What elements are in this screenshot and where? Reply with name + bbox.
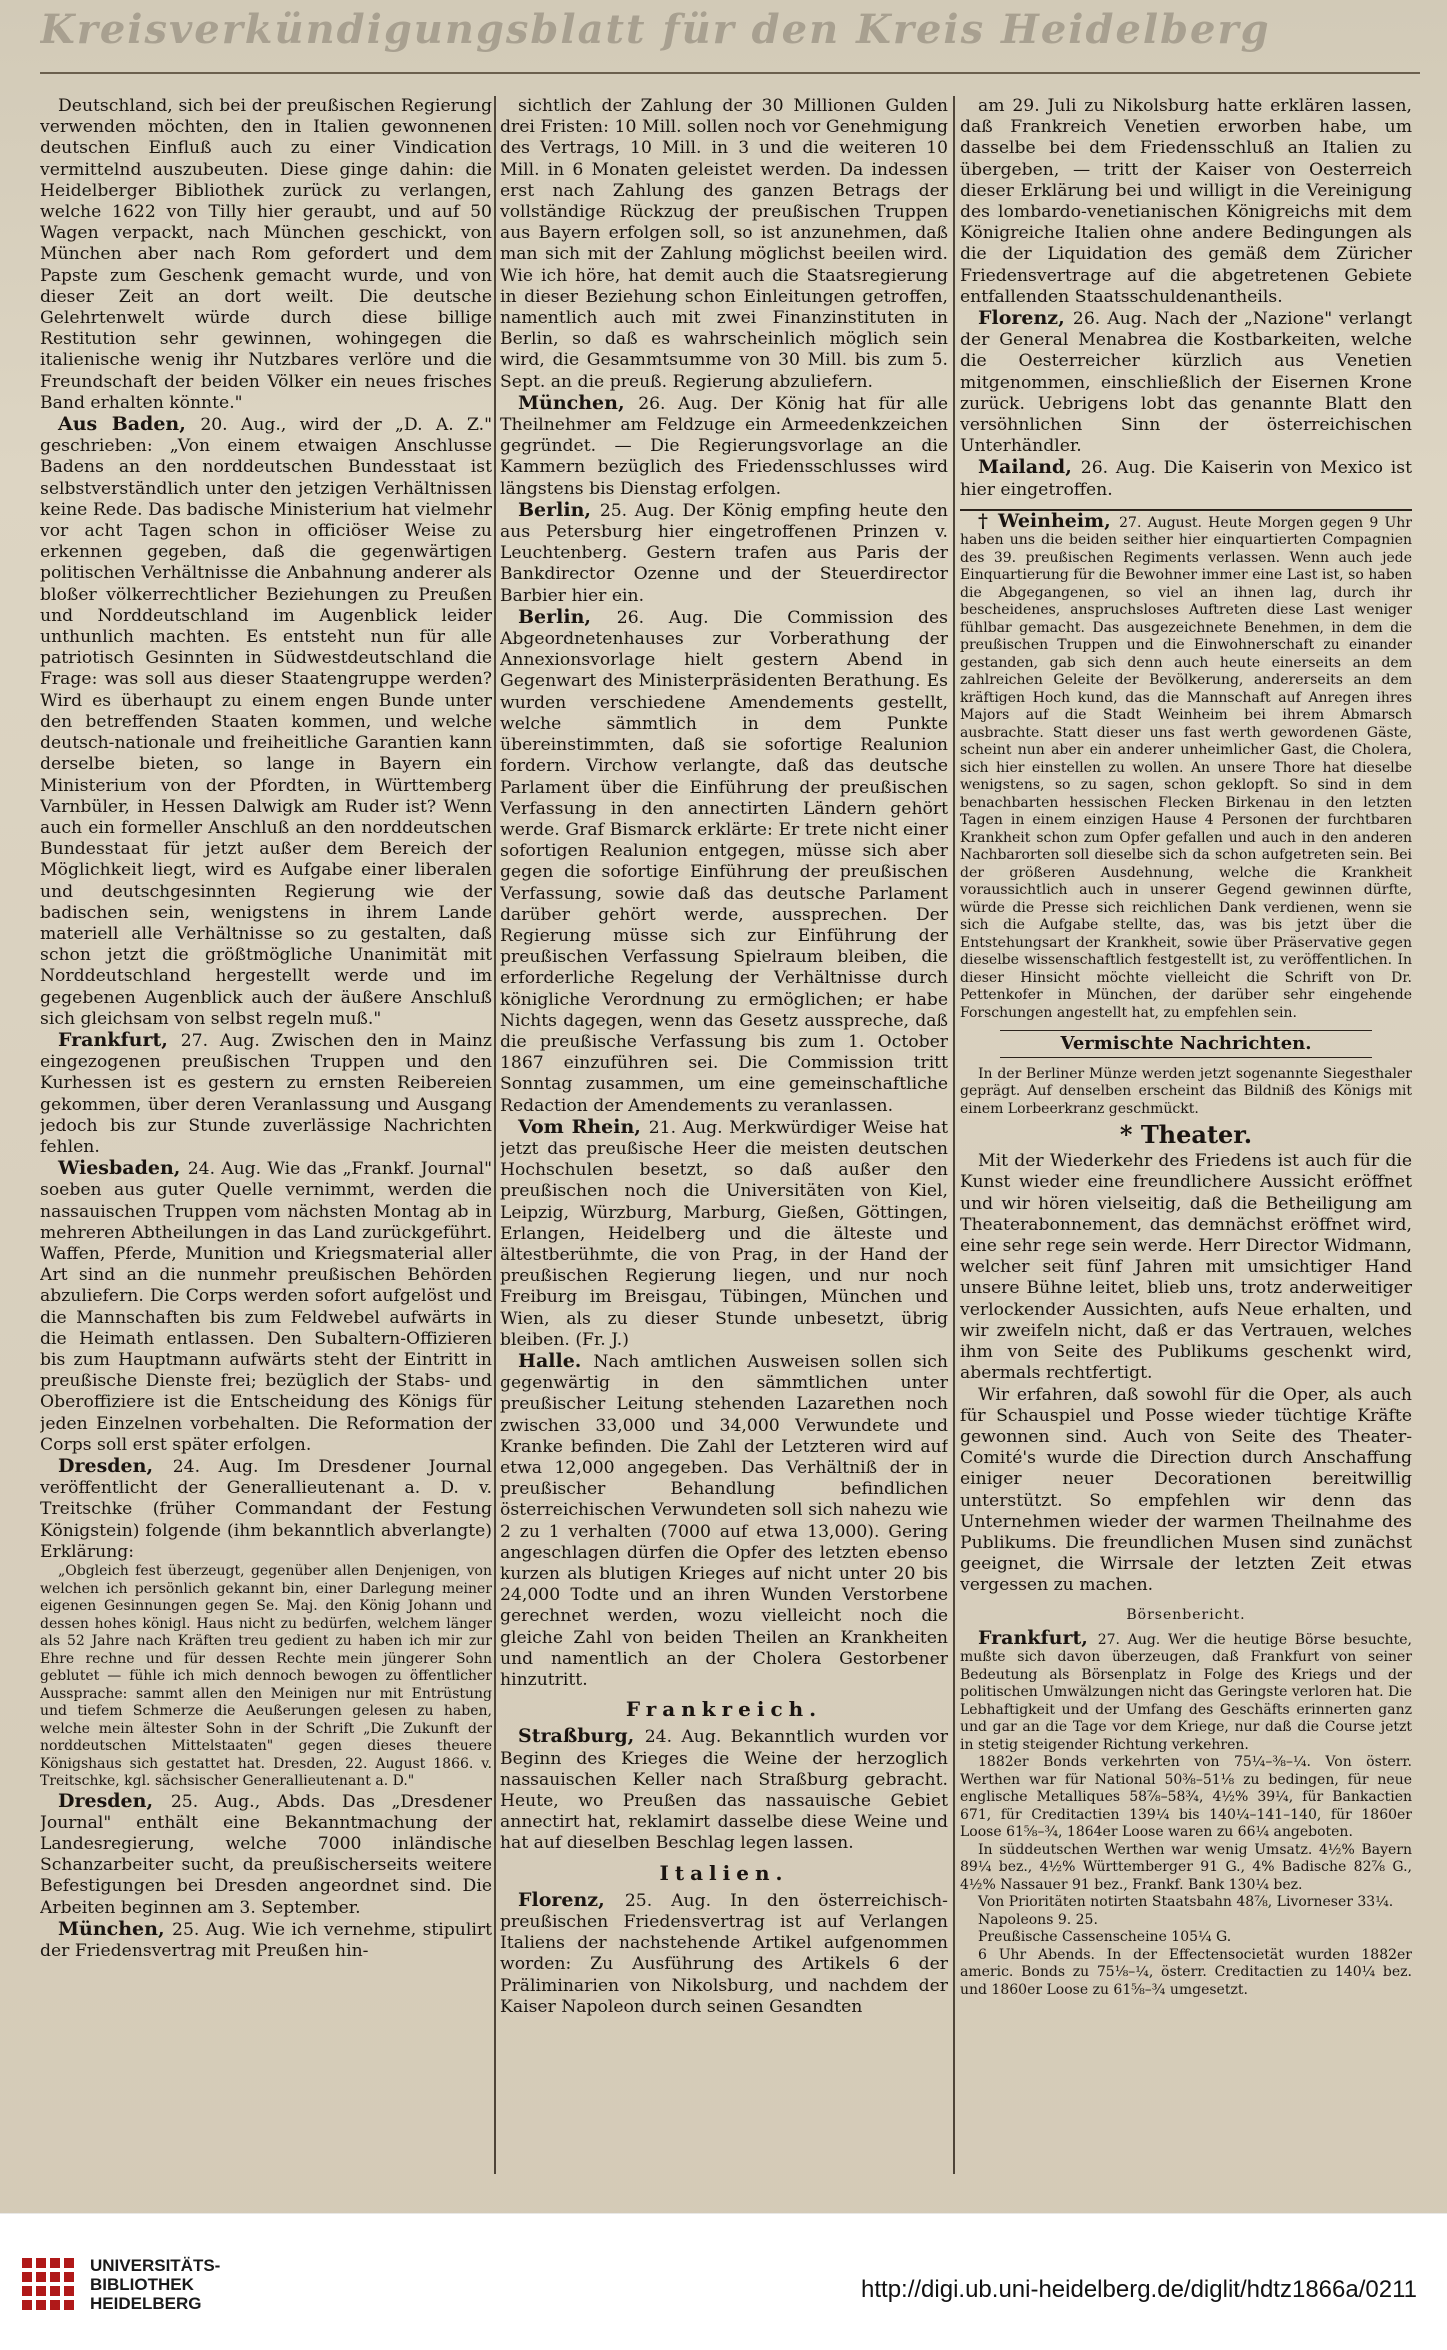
section-heading: Vermischte Nachrichten. <box>1000 1030 1372 1057</box>
source-url-link[interactable]: http://digi.ub.uni-heidelberg.de/diglit/hdtz1866a/0211 <box>861 2276 1417 2303</box>
article-paragraph <box>960 1066 1412 1119</box>
article-text: In süddeutschen Werthen war wenig Umsatz. 4½% Bayern 89¼ bez., 4½% Württemberger 91 G., 4% Badische 82⅞ G., 4½% Nassauer 91 bez., Frankf. Bank 130¼ bez. <box>960 1841 1412 1893</box>
article-dateline: Berlin, <box>518 498 600 521</box>
article-dateline: Florenz, <box>978 307 1073 330</box>
article-text: Deutschland, sich bei der preußischen Regierung verwenden möchten, den in Italien gewonnenen deutschen Einfluß auch zu einer Vindication vermittelnd auszubeuten. Diese ginge dahin: die Heidelberger Bibliothek zurück zu verlangen, welche 1622 von Tilly hier geraubt, und auf 50 Wagen verpackt, nach München geschickt, von München aber nach Rom gefordert und dem Papste zum Geschenk gemacht wurde, und von dieser Zeit an dort weilt. Die deutsche Gelehrtenwelt würde durch diese billige Restitution sehr gewinnen, wohingegen die italienische wenig ihr Nutzbares verlöre und die Freundschaft der beiden Völker ein neues frisches Band erhalten könnte." <box>40 96 492 413</box>
column-rule <box>494 96 496 2174</box>
article-dateline: Mailand, <box>978 456 1081 479</box>
column-2 <box>500 96 948 2174</box>
section-heading: Italien. <box>659 1860 789 1885</box>
column-1 <box>40 96 492 2174</box>
section-heading: Frankreich. <box>625 1697 823 1722</box>
article-text: 20. Aug., wird der „D. A. Z." geschrieben: „Von einem etwaigen Anschlusse Badens an den norddeutschen Bundesstaat ist selbstverständlich unter den jetzigen Verhältnissen keine Rede. Das badische Ministerium hat vielmehr vor acht Tagen schon in officiöser Weise zu erkennen gegeben, daß die gegenwärtigen politischen Verhältnisse die Anbahnung anderer als bloßer völkerrechtlicher Beziehungen zu Preußen und Norddeutschland im Augenblick leider unthunlich machten. Es entsteht nun für alle patriotisch Gesinnten in Südwestdeutschland die Frage: was soll aus dieser Staatengruppe werden? Wird es überhaupt zu einem engen Bunde unter den betreffenden Staaten kommen, und welche deutsch-nationale und freiheitliche Garantien kann derselbe bieten, so lange in Bayern ein Ministerium von der Pfordten, in Württemberg Varnbüler, in Hessen Dalwigk am Ruder ist? Wenn auch ein formeller Anschluß an den norddeutschen Bundesstaat für jetzt außer dem Bereich der Möglichkeit liegt, wird es Aufgabe einer liberalen und deutschgesinnten Regierung wie der badischen sein, wenigstens in ihrem Lande materiell alle Verhältnisse so zu gestalten, daß schon jetzt die größtmögliche Unanimität mit Norddeutschland hergestellt werde und im gegebenen Augenblick auch der äußere Anschluß sich gleichsam von selbst regeln muß." <box>40 415 492 1029</box>
article-paragraph <box>500 1117 948 1351</box>
article-text: In der Berliner Münze werden jetzt sogenannte Siegesthaler geprägt. Auf denselben erscheint das Bildniß des Königs mit einem Lorbeerkranz geschmückt. <box>960 1065 1412 1117</box>
article-text: 27. Aug. Wer die heutige Börse besuchte, mußte sich davon überzeugen, daß Frankfurt von seiner Bedeutung als Börsenplatz in Folge des Kriegs und der politischen Umwälzungen nicht das Geringste verloren hat. Die Lebhaftigkeit und der Umfang des Geschäfts erinnerten ganz und gar an die Tage vor dem Kriege, nur daß die Course jetzt in stetig steigender Richtung verkehren. <box>960 1631 1412 1753</box>
article-paragraph <box>40 1791 492 1919</box>
library-logo-icon <box>18 2254 78 2314</box>
footer-bar <box>0 2213 1447 2350</box>
article-text: Preußische Cassenscheine 105¼ G. <box>978 1929 1232 1946</box>
article-paragraph <box>40 414 492 1030</box>
article-dateline: Florenz, <box>518 1888 625 1911</box>
article-text: 24. Aug. Im Dresdener Journal veröffentlicht der Generallieutenant a. D. v. Treitschke (früher Commandant der Festung Königstein) folgende (ihm bekanntlich abverlangte) Erklärung: <box>40 1457 492 1562</box>
article-dateline: Halle. <box>518 1349 594 1372</box>
article-text: 26. Aug. Der König hat für alle Theilnehmer am Feldzuge ein Armeedenkzeichen gegründet. — Die Regierungsvorlage an die Kammern bezüglich des Friedensschlusses wird längstens bis Dienstag erfolgen. <box>500 393 948 499</box>
article-paragraph <box>500 500 948 607</box>
library-name-line: BIBLIOTHEK <box>90 2275 194 2294</box>
article-paragraph <box>960 96 1412 308</box>
article-paragraph <box>40 1456 492 1563</box>
library-name <box>90 2256 270 2313</box>
article-text: 25. Aug. Der König empfing heute den aus Petersburg hier eingetroffenen Prinzen v. Leuchtenberg. Gestern trafen aus Paris der Bankdirector Ozenne und der Steuerdirector Barbier hier ein. <box>500 500 948 606</box>
article-paragraph <box>500 1890 948 2018</box>
article-paragraph <box>500 1726 948 1854</box>
article-text: „Obgleich fest überzeugt, gegenüber allen Denjenigen, von welchen ich persönlich gekannt bin, einer Darlegung meiner eigenen Gesinnungen gegen Se. Maj. den König Johann und dessen hohes königl. Haus nicht zu bedürfen, welchem länger als 52 Jahre nach Kräften treu gedient zu haben ich mir zur Ehre rechne und für dessen Rechte mein jüngerer Sohn geblutet — fühle ich mich dennoch bewogen zu öffentlicher Aussprache: sammt allen den Meinigen nur mit Entrüstung und tiefem Schmerze die Aeußerungen gelesen zu haben, welche mein ältester Sohn in der Schrift „Die Zukunft der norddeutschen Mittelstaaten" gegen dieses theuere Königshaus sich gestattet hat. Dresden, 22. August 1866. v. Treitschke, kgl. sächsischer Generallieutenant a. D." <box>40 1563 492 1790</box>
article-paragraph <box>500 1351 948 1691</box>
article-text: am 29. Juli zu Nikolsburg hatte erklären lassen, daß Frankreich Venetien erworben habe, um dasselbe bei dem Friedensschluß an Italien zu übergeben, — tritt der Kaiser von Oesterreich dieser Erklärung bei und willigt in die Vereinigung des lombardo-venetianischen Königreichs mit dem Königreiche Italien ohne andere Bedingungen als die der Liquidation des gemäß dem Züricher Friedensvertrage auf die abgetretenen Gebiete entfallenden Staatsschuldenantheils. <box>960 96 1412 307</box>
article-dateline: Vom Rhein, <box>518 1115 649 1138</box>
article-text: 25. Aug., Abds. Das „Dresdener Journal" enthält eine Bekanntmachung der Landesregierung, welche 7000 inländische Schanzarbeiter sucht, da preußischerseits weitere Befestigungen bei Dresden angeordnet sind. Die Arbeiten beginnen am 3. September. <box>40 1791 492 1918</box>
article-dateline: Wiesbaden, <box>58 1157 188 1180</box>
article-text: 26. Aug. Die Kaiserin von Mexico ist hier eingetroffen. <box>960 458 1412 500</box>
library-name-line: UNIVERSITÄTS- <box>90 2256 221 2275</box>
article-dateline: Dresden, <box>58 1455 173 1477</box>
section-heading: Börsenbericht. <box>1126 1606 1246 1623</box>
article-paragraph <box>960 1912 1412 1930</box>
article-text: Napoleons 9. 25. <box>978 1911 1098 1928</box>
article-text: 21. Aug. Merkwürdiger Weise hat jetzt das preußische Heer die meisten deutschen Hochschulen besetzt, so daß außer den preußischen noch die Universitäten von Kiel, Leipzig, Würzburg, Marburg, Gießen, Göttingen, Erlangen, Heidelberg und die älteste und ältestberühmte, die von Prag, in der Hand der preußischen Regierung liegen, und nur noch Freiburg im Breisgau, Tübingen, München und Wien, als zu dieser Stunde unbesetzt, übrig bleiben. (Fr. J.) <box>500 1117 948 1350</box>
section-heading: * Theater. <box>1119 1120 1253 1150</box>
article-dateline: Frankfurt, <box>58 1028 181 1051</box>
article-paragraph <box>500 393 948 500</box>
article-paragraph <box>960 457 1412 500</box>
article-paragraph <box>40 1158 492 1456</box>
article-paragraph <box>40 1919 492 1962</box>
article-paragraph <box>40 1563 492 1791</box>
column-3 <box>960 96 1412 2174</box>
article-paragraph <box>960 1894 1412 1912</box>
article-dateline: München, <box>518 391 639 414</box>
article-text: 26. Aug. Nach der „Nazione" verlangt der General Menabrea die Kostbarkeiten, welche die Oesterreicher kürzlich aus Venetien mitgenommen, einschließlich der Eisernen Krone zurück. Uebrigens lobt das genannte Blatt den versöhnlichen Sinn der österreichischen Unterhändler. <box>960 309 1412 457</box>
article-paragraph <box>40 96 492 414</box>
article-dateline: Dresden, <box>58 1789 171 1812</box>
article-text: 24. Aug. Wie das „Frankf. Journal" soeben aus guter Quelle vernimmt, werden die nassauischen Truppen vom nächsten Montag ab in mehreren Abtheilungen in das Land zurückgeführt. Waffen, Pferde, Munition und Kriegsmaterial aller Art sind an die nunmehr preußischen Behörden abzuliefern. Die Corps werden sofort aufgelöst und die Mannschaften bis zum Feldwebel aufwärts in die Heimath entlassen. Den Subaltern-Offizieren bis zum Hauptmann aufwärts steht der Eintritt in preußische Dienste frei; bezüglich der Stabs- und Oberoffiziere ist die Entscheidung des Königs für jeden Einzelnen vorbehalten. Die Reformation der Corps soll erst später erfolgen. <box>40 1159 492 1455</box>
article-text: Von Prioritäten notirten Staatsbahn 48⅞, Livorneser 33¼. <box>978 1894 1394 1911</box>
article-paragraph <box>960 1947 1412 2000</box>
article-text: Wir erfahren, daß sowohl für die Oper, als auch für Schauspiel und Posse wieder tüchtige Kräfte gewonnen sind. Auch von Seite des Theater-Comité's wurde die Direction durch Anschaffung einiger neuer Decorationen bereitwillig unterstützt. So empfehlen wir denn das Unternehmen wieder der warmen Theilnahme des Publikums. Die freundlichen Musen sind zunächst geeignet, die Wirrsale der letzten Zeit etwas vergessen zu machen. <box>960 1384 1412 1596</box>
article-paragraph <box>960 1929 1412 1947</box>
article-paragraph <box>960 1626 1412 1755</box>
article-text: 26. Aug. Die Commission des Abgeordnetenhauses zur Vorberathung der Annexionsvorlage hielt gestern Abend in Gegenwart des Ministerpräsidenten Berathung. Es wurden verschiedene Amendements gestellt, welche sämmtlich in dem Punkte übereinstimmten, daß sie sofortige Realunion fordern. Virchow verlangte, daß das deutsche Parlament über die Einführung der preußischen Verfassung in den annectirten Ländern gehört werde. Graf Bismarck erklärte: Er trete nicht einer sofortigen Realunion entgegen, müsse sich aber gegen die sofortige Einführung der preußischen Verfassung, sowie daß das deutsche Parlament darüber gehört werde, aussprechen. Der Regierung müsse sich zur Einführung der preußischen Verfassung Spielraum bleiben, die erforderliche Regelung der Verhältnisse durch königliche Verordnung zu ermöglichen; er habe Nichts dagegen, wenn das Gesetz ausspreche, daß die preußische Verfassung bis zum 1. October 1867 einzuführen sei. Die Commission tritt Sonntag zusammen, um eine gemeinschaftliche Redaction der Amendements zu veranlassen. <box>500 607 948 1116</box>
article-paragraph <box>960 308 1412 457</box>
article-paragraph <box>960 1754 1412 1842</box>
article-paragraph <box>960 1842 1412 1895</box>
article-text: sichtlich der Zahlung der 30 Millionen Gulden drei Fristen: 10 Mill. sollen noch vor Genehmigung des Vertrags, 10 Mill. in 3 und die weiteren 10 Mill. in 6 Monaten geleistet werden. Da indessen erst nach Zahlung des ganzen Betrags der vollständige Rückzug der preußischen Truppen aus Bayern erfolgen soll, so ist anzunehmen, daß man sich mit der Zahlung möglichst beeilen wird. Wie ich höre, hat demit auch die Staatsregierung in dieser Beziehung schon Einleitungen getroffen, namentlich auch mit zwei Finanzinstituten in Berlin, so daß es wahrscheinlich möglich sein wird, die Gesammtsumme von 30 Mill. bis zum 5. Sept. an die preuß. Regierung abzuliefern. <box>500 96 948 392</box>
article-dateline: Aus Baden, <box>58 413 201 436</box>
article-dateline: Straßburg, <box>518 1725 645 1748</box>
article-dateline: Berlin, <box>518 605 617 628</box>
article-text: 25. Aug. Wie ich vernehme, stipulirt der Friedensvertrag mit Preußen hin- <box>40 1919 492 1961</box>
article-paragraph <box>40 1030 492 1158</box>
masthead: Kreisverkündigungsblatt für den Kreis Heidelberg <box>40 0 1420 74</box>
article-paragraph <box>960 1385 1412 1597</box>
article-dateline: † Weinheim, <box>978 509 1120 532</box>
article-text: 25. Aug. In den österreichisch-preußischen Friedensvertrag ist auf Verlangen Italiens der nachstehende Artikel aufgenommen worden: Zu Ausführung des Artikels 6 der Präliminarien von Nikolsburg, und nachdem der Kaiser Napoleon durch seinen Gesandten <box>500 1890 948 2017</box>
article-text: 6 Uhr Abends. In der Effectensocietät wurden 1882er americ. Bonds zu 75⅛–¼, österr. Creditactien zu 140¼ bez. und 1860er Loose zu 61⅝–¾ umgesetzt. <box>960 1946 1412 1998</box>
article-paragraph <box>960 509 1412 1023</box>
article-paragraph <box>500 96 948 393</box>
article-text: 24. Aug. Bekanntlich wurden vor Beginn des Krieges die Weine der herzoglich nassauischen Keller nach Straßburg gebracht. Heute, wo Preußen das nassauische Gebiet annectirt hat, reklamirt dasselbe diese Weine und hat auf dieselben Beschlag legen lassen. <box>500 1727 948 1854</box>
article-dateline: Frankfurt, <box>978 1626 1098 1649</box>
article-text: Nach amtlichen Ausweisen sollen sich gegenwärtig in den sämmtlichen unter preußischer Leitung stehenden Lazarethen noch zwischen 33,000 und 34,000 Verwundete und Kranke befinden. Die Zahl der Letzteren wird auf etwa 12,000 angegeben. Das Verhältniß der in preußischer Behandlung befindlichen österreichischen Verwundeten soll sich nahezu wie 2 zu 1 verhalten (7000 auf etwa 13,000). Gering angeschlagen dürfen die Opfer des letzten ebenso kurzen als blutigen Krieges auf nicht unter 20 bis 24,000 Todte und an ihren Wunden Verstorbene gerechnet werden, wozu vielleicht noch die gleiche Zahl von beiden Theilen an Krankheiten und namentlich an der Cholera Gestorbener hinzutritt. <box>500 1351 948 1691</box>
article-dateline: München, <box>58 1917 173 1940</box>
article-text: 27. August. Heute Morgen gegen 9 Uhr haben uns die beiden seither hier einquartierten Compagnien des 39. preußischen Regiments verlassen. Wenn auch jede Einquartierung für die Bewohner immer eine Last ist, so haben die Abgegangenen, so viel an ihnen lag, durch ihr bescheidenes, anspruchsloses Auftreten diese Last weniger fühlbar gemacht. Das ausgezeichnete Benehmen, in dem die preußischen Truppen und die Einwohnerschaft zu einander gestanden, gab sich denn auch heute einerseits an dem zahlreichen Geleite der Bevölkerung, andererseits an dem kräftigen Hoch kund, das die Mannschaft auf Anregen ihres Majors auf die Stadt Weinheim bei ihrem Abmarsch ausbrachte. Statt dieser uns fast werth gewordenen Gäste, scheint nun aber ein anderer unheimlicher Gast, die Cholera, sich hier einstellen zu wollen. An unsere Thore hat dieselbe wenigstens, so zu sagen, schon geklopft. So sind in dem benachbarten hessischen Flecken Birkenau in den letzten Tagen in einem einzigen Hause 4 Personen der furchtbaren Krankheit schon zum Opfer gefallen und auch in den anderen Nachbarorten soll dieselbe sich da schon aufgetreten sein. Bei der größeren Ausdehnung, welche die Krankheit voraussichtlich auch in unserer Gegend gewinnen dürfte, würde die Presse sich reichlichen Dank verdienen, wenn sie sich die Aufgabe stellte, das, was bis jetzt über die Entstehungsart der Krankheit, sowie über Präservative gegen dieselbe wissenschaftlich festgestellt ist, zu veröffentlichen. In dieser Hinsicht möchte vielleicht die Schrift von Dr. Pettenkofer in München, der darüber sehr eingehende Forschungen angestellt hat, zu empfehlen sein. <box>960 514 1412 1021</box>
article-paragraph <box>500 607 948 1117</box>
column-rule <box>953 96 955 2174</box>
library-name-line: HEIDELBERG <box>90 2294 202 2313</box>
article-paragraph <box>960 1151 1412 1384</box>
article-text: 27. Aug. Zwischen den in Mainz eingezogenen preußischen Truppen und den Kurhessen ist es gestern zu ernsten Reibereien gekommen, über deren Veranlassung und Ausgang jedoch bis zur Stunde zuverlässige Nachrichten fehlen. <box>40 1030 492 1157</box>
article-text: 1882er Bonds verkehrten von 75¼–⅜–¼. Von österr. Werthen war für National 50⅜–51⅛ zu bedingen, für neue englische Metalliques 58⅞–58¾, 4½% 39¼, für Bankactien 671, für Creditactien 139¼ bis 140¼–141–140, für 1860er Loose 61⅝–¾, 1864er Loose waren zu 66¼ angeboten. <box>960 1754 1412 1841</box>
article-text: Mit der Wiederkehr des Friedens ist auch für die Kunst wieder eine freundlichere Aussicht eröffnet und wir hören vielseitig, daß die Betheiligung am Theaterabonnement, das demnächst eröffnet wird, eine sehr rege sein werde. Herr Director Widmann, welcher seit fünf Jahren mit umsichtiger Hand unsere Bühne leitet, blieb uns, trotz anderweitiger verlockender Aussichten, aufs Neue erhalten, und wir zweifeln nicht, daß er das Vertrauen, welches ihm von Seite des Publikums geschenkt wird, abermals rechtfertigt. <box>960 1151 1412 1384</box>
